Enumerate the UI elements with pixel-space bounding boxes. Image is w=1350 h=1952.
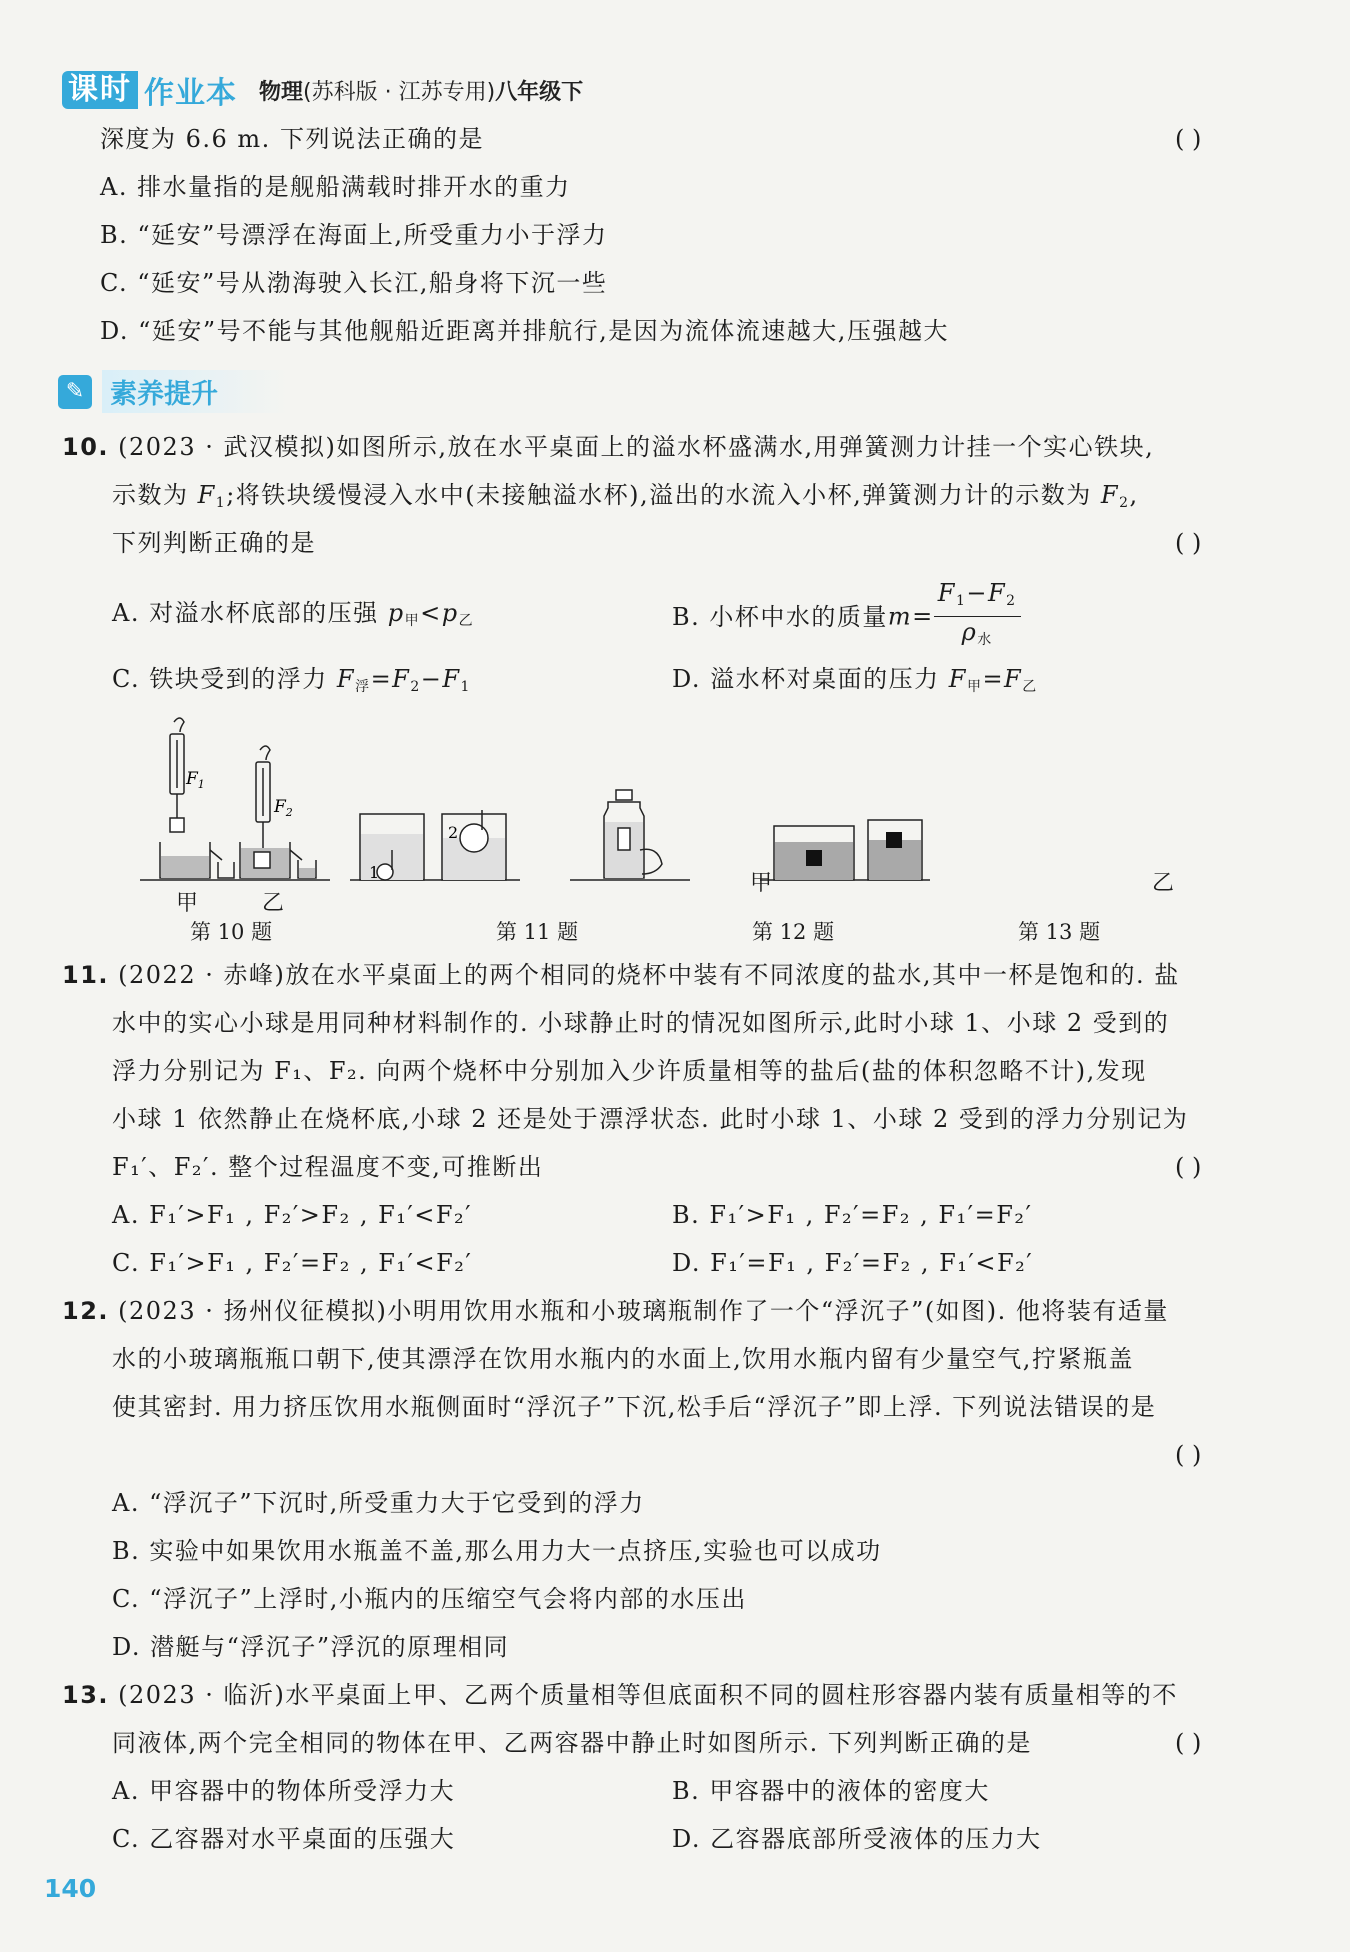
fig12-caption: 第 12 题 xyxy=(752,920,835,944)
fig13-caption: 第 13 题 xyxy=(1018,920,1101,944)
figures-row xyxy=(130,710,1200,910)
q13-option-c: C. 乙容器对水平桌面的压强大 xyxy=(112,1825,456,1853)
subject-name: 物理 xyxy=(259,79,304,105)
section-banner xyxy=(58,370,288,413)
q13-option-b: B. 甲容器中的液体的密度大 xyxy=(672,1777,990,1805)
edition: (苏科版 · 江苏专用) xyxy=(303,79,496,105)
q9-option-d: D. “延安”号不能与其他舰船近距离并排航行,是因为流体流速越大,压强越大 xyxy=(100,317,949,345)
fig10-label-jia: 甲 xyxy=(176,891,199,916)
q10-line3: 下列判断正确的是 xyxy=(112,529,316,557)
q12-option-a: A. “浮沉子”下沉时,所受重力大于它受到的浮力 xyxy=(112,1489,645,1517)
q13-option-d: D. 乙容器底部所受液体的压力大 xyxy=(672,1825,1042,1853)
q10-number: 10. xyxy=(62,433,110,461)
q12-answer-blank: ( ) xyxy=(1175,1441,1202,1469)
q11-line1: 11. (2022 · 赤峰)放在水平桌面上的两个相同的烧杯中装有不同浓度的盐水,其中一杯是饱和的. 盐 xyxy=(62,961,1180,989)
ball2-label: 2 xyxy=(448,823,459,842)
brand-logo xyxy=(62,71,237,109)
q11-line5: F₁′、F₂′. 整个过程温度不变,可推断出 xyxy=(112,1153,544,1181)
q10-option-b: B. 小杯中水的质量m= $\frac{F_1-F_2}{\rho_水}$ xyxy=(672,578,1021,650)
q13-number: 13. xyxy=(62,1681,110,1709)
q11-answer-blank: ( ) xyxy=(1175,1153,1202,1181)
header-subject xyxy=(259,75,583,106)
section-title: 素养提升 xyxy=(102,370,288,413)
q11-option-b: B. F₁′>F₁ , F₂′=F₂ , F₁′=F₂′ xyxy=(672,1201,1033,1229)
q11-line4: 小球 1 依然静止在烧杯底,小球 2 还是处于漂浮状态. 此时小球 1、小球 2 受到的浮力分别记为 xyxy=(112,1105,1189,1133)
q13-line1: 13. (2023 · 临沂)水平桌面上甲、乙两个质量相等但底面积不同的圆柱形容器内装有质量相等的不 xyxy=(62,1681,1178,1709)
grade: 八年级下 xyxy=(495,79,584,105)
f1-label: $F_1$ xyxy=(186,769,205,791)
fig13-label-jia: 甲 xyxy=(750,871,773,896)
q13-line2: 同液体,两个完全相同的物体在甲、乙两容器中静止时如图所示. 下列判断正确的是 xyxy=(112,1729,1032,1757)
pencil-note-icon: ✎ xyxy=(58,375,92,409)
q11-option-a: A. F₁′>F₁ , F₂′>F₂ , F₁′<F₂′ xyxy=(112,1201,473,1229)
q12-option-b: B. 实验中如果饮用水瓶盖不盖,那么用力大一点挤压,实验也可以成功 xyxy=(112,1537,882,1565)
fig10-caption: 第 10 题 xyxy=(190,920,273,944)
q11-line3: 浮力分别记为 F₁、F₂. 向两个烧杯中分别加入少许质量相等的盐后(盐的体积忽略不计),发现 xyxy=(112,1057,1147,1085)
q13-answer-blank: ( ) xyxy=(1175,1729,1202,1757)
q12-line2: 水的小玻璃瓶瓶口朝下,使其漂浮在饮用水瓶内的水面上,饮用水瓶内留有少量空气,拧紧瓶盖 xyxy=(112,1345,1134,1373)
fig11-caption: 第 11 题 xyxy=(496,920,579,944)
fig10-label-yi: 乙 xyxy=(262,891,285,916)
q10-line1 xyxy=(62,432,1154,462)
q12-option-c: C. “浮沉子”上浮时,小瓶内的压缩空气会将内部的水压出 xyxy=(112,1585,747,1613)
f2-label: $F_2$ xyxy=(274,797,293,819)
figure-10-diagram xyxy=(140,718,330,880)
q10-option-c: C. 铁块受到的浮力 $F_浮=F_2-F_1$ xyxy=(112,665,471,695)
q12-number: 12. xyxy=(62,1297,110,1325)
page-number: 140 xyxy=(44,1874,97,1903)
figure-13-diagram xyxy=(760,820,930,880)
q10-text1: (2023 · 武汉模拟)如图所示,放在水平桌面上的溢水杯盛满水,用弹簧测力计挂一个实心铁块, xyxy=(118,433,1155,461)
q10-option-d: D. 溢水杯对桌面的压力 $F_甲=F_乙$ xyxy=(672,665,1038,695)
ball1-label: 1 xyxy=(369,863,380,882)
q11-option-c: C. F₁′>F₁ , F₂′=F₂ , F₁′<F₂′ xyxy=(112,1249,473,1277)
q9-answer-blank: ( ) xyxy=(1175,125,1202,153)
logo-ke: 课时 xyxy=(62,71,138,109)
q9-option-a: A. 排水量指的是舰船满载时排开水的重力 xyxy=(100,173,571,201)
q11-line2: 水中的实心小球是用同种材料制作的. 小球静止时的情况如图所示,此时小球 1、小球 2 受到的 xyxy=(112,1009,1170,1037)
figure-12-diagram xyxy=(570,790,690,880)
q13-option-a: A. 甲容器中的物体所受浮力大 xyxy=(112,1777,456,1805)
q12-option-d: D. 潜艇与“浮沉子”浮沉的原理相同 xyxy=(112,1633,510,1661)
q9-option-b: B. “延安”号漂浮在海面上,所受重力小于浮力 xyxy=(100,221,608,249)
logo-zuoyeben: 作业本 xyxy=(144,76,237,111)
mass-fraction: $\frac{F_1-F_2}{\rho_水}$ xyxy=(934,578,1021,655)
q10-option-a: A. 对溢水杯底部的压强 $p_甲<p_乙$ xyxy=(112,599,475,629)
q10-line2: 示数为 $F_1$;将铁块缓慢浸入水中(未接触溢水杯),溢出的水流入小杯,弹簧测力计的示数为 $F_2$, xyxy=(112,481,1139,511)
q11-option-d: D. F₁′=F₁ , F₂′=F₂ , F₁′<F₂′ xyxy=(672,1249,1034,1277)
q9-option-c: C. “延安”号从渤海驶入长江,船身将下沉一些 xyxy=(100,269,608,297)
q12-line3: 使其密封. 用力挤压饮用水瓶侧面时“浮沉子”下沉,松手后“浮沉子”即上浮. 下列说法错误的是 xyxy=(112,1393,1157,1421)
q9-stem: 深度为 6.6 m. 下列说法正确的是 xyxy=(100,125,484,153)
q12-line1: 12. (2023 · 扬州仪征模拟)小明用饮用水瓶和小玻璃瓶制作了一个“浮沉子”(如图). 他将装有适量 xyxy=(62,1297,1169,1325)
fig13-label-yi: 乙 xyxy=(1152,871,1175,896)
q11-number: 11. xyxy=(62,961,110,989)
page-header xyxy=(62,70,583,110)
q10-answer-blank: ( ) xyxy=(1175,529,1202,557)
